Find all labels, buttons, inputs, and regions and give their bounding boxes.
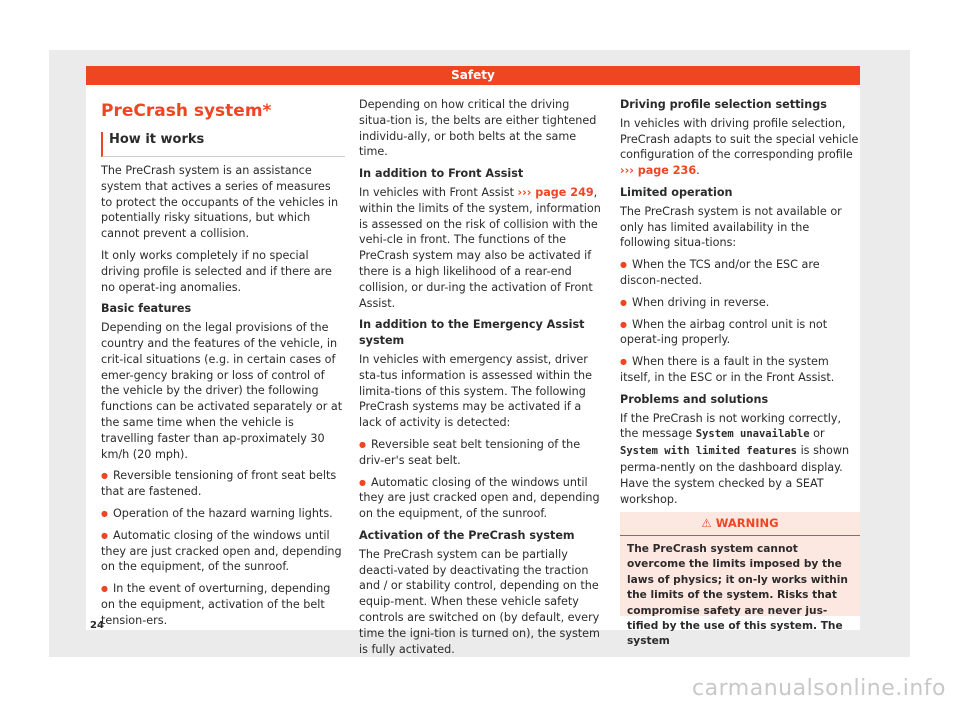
warning-box — [620, 512, 860, 648]
heading-basic-features: Basic features — [101, 302, 192, 316]
warning-icon: ⚠ — [701, 516, 712, 530]
warning-label: WARNING — [715, 516, 779, 530]
bullet-item: ● Reversible seat belt tensioning of the driv-er's seat belt. — [359, 437, 603, 469]
column-3 — [620, 97, 860, 513]
bullet-item: ● When driving in reverse. — [620, 295, 860, 311]
bullet-item: ● Automatic closing of the windows until they are just cracked open and, depending on the equipment, of the sunroof. — [359, 475, 603, 522]
paragraph: In vehicles with driving profile selection, PreCrash adapts to suit the special vehicle configuration of the corresponding profile ››› page 236. — [620, 116, 859, 178]
column-2 — [359, 97, 603, 663]
paragraph: It only works completely if no special driving profile is selected and if there are no operat-ing anomalies. — [101, 248, 332, 294]
heading-problems: Problems and solutions — [620, 392, 769, 406]
message-code: System with limited features — [620, 445, 798, 458]
paragraph: In vehicles with Front Assist ››› page 249, within the limits of the system, information is assessed on the risk of collision with the vehi-cle in front. The functions of the PreCrash system may also be activated if there is a high likelihood of a rear-end collision, or dur-ing the activation of Front Assist. — [359, 185, 601, 310]
paragraph: The PreCrash system can be partially deacti-vated by deactivating the traction and / or stability control, depending on the equip-ment. When these vehicle safety controls are switched on (by default, every time the igni-tion is turned on), the system is fully activated. — [359, 547, 600, 656]
page-title: PreCrash system* — [101, 101, 272, 121]
paragraph: Depending on the legal provisions of the country and the features of the vehicle, in crit-ical situations (e.g. in certain cases of emer-gency braking or loss of control of the vehicle by the driver) the following functions can be activated separately or at the same time when the vehicle is travelling faster than ap-proximately 30 km/h (20 mph). — [101, 321, 343, 461]
bullet-item: ● Operation of the hazard warning lights. — [101, 506, 345, 522]
page-link[interactable]: ››› page 236 — [620, 164, 697, 178]
warning-text: The PreCrash system cannot overcome the limits imposed by the laws of physics; it on-ly works within the limits of the system. Risks that compromise safety are never jus-tified by the use of this system. The system — [627, 543, 848, 648]
paragraph: Depending on how critical the driving situa-tion is, the belts are either tightened individu-ally, or both belts at the same time. — [359, 98, 597, 159]
bullet-item: ● When the TCS and/or the ESC are discon-nected. — [620, 257, 860, 289]
heading-emergency-assist: In addition to the Emergency Assist system — [359, 318, 585, 348]
page-link[interactable]: ››› page 249 — [517, 185, 594, 199]
heading-front-assist: In addition to Front Assist — [359, 167, 524, 181]
heading-activation: Activation of the PreCrash system — [359, 528, 575, 542]
message-code: System unavailable — [695, 428, 810, 441]
bullet-item: ● When there is a fault in the system itself, in the ESC or in the Front Assist. — [620, 354, 860, 386]
paragraph: The PreCrash system is not available or only has limited availability in the following situa-tions: — [620, 204, 842, 250]
subtitle: How it works — [101, 132, 345, 157]
paragraph: The PreCrash system is an assistance system that actives a series of measures to protect the occupants of the vehicles in potentially risky situations, but which cannot prevent a collision. — [101, 164, 339, 241]
bullet-item: ● In the event of overturning, depending on the equipment, activation of the belt tension-ers. — [101, 581, 345, 628]
bullet-item: ● When the airbag control unit is not operat-ing properly. — [620, 317, 860, 349]
bullet-item: ● Reversible tensioning of front seat belts that are fastened. — [101, 468, 345, 500]
watermark: carmanualsonline.info — [692, 676, 946, 701]
section-header: Safety — [86, 66, 860, 85]
paragraph: In vehicles with emergency assist, driver sta-tus information is assessed within the limita-tions of this system. The following PreCrash systems may be activated if a lack of activity is detected: — [359, 352, 593, 430]
column-1 — [101, 96, 345, 635]
heading-driving-profile: Driving profile selection settings — [620, 98, 827, 111]
heading-limited-operation: Limited operation — [620, 185, 733, 199]
paragraph: If the PreCrash is not working correctly, the message System unavailable or System with limited features is shown perma-nently on the dashboard display. Have the system checked by a SEAT workshop. — [620, 411, 850, 506]
page-number: 24 — [90, 620, 104, 631]
bullet-item: ● Automatic closing of the windows until they are just cracked open and, depending on the equipment, of the sunroof. — [101, 528, 345, 575]
